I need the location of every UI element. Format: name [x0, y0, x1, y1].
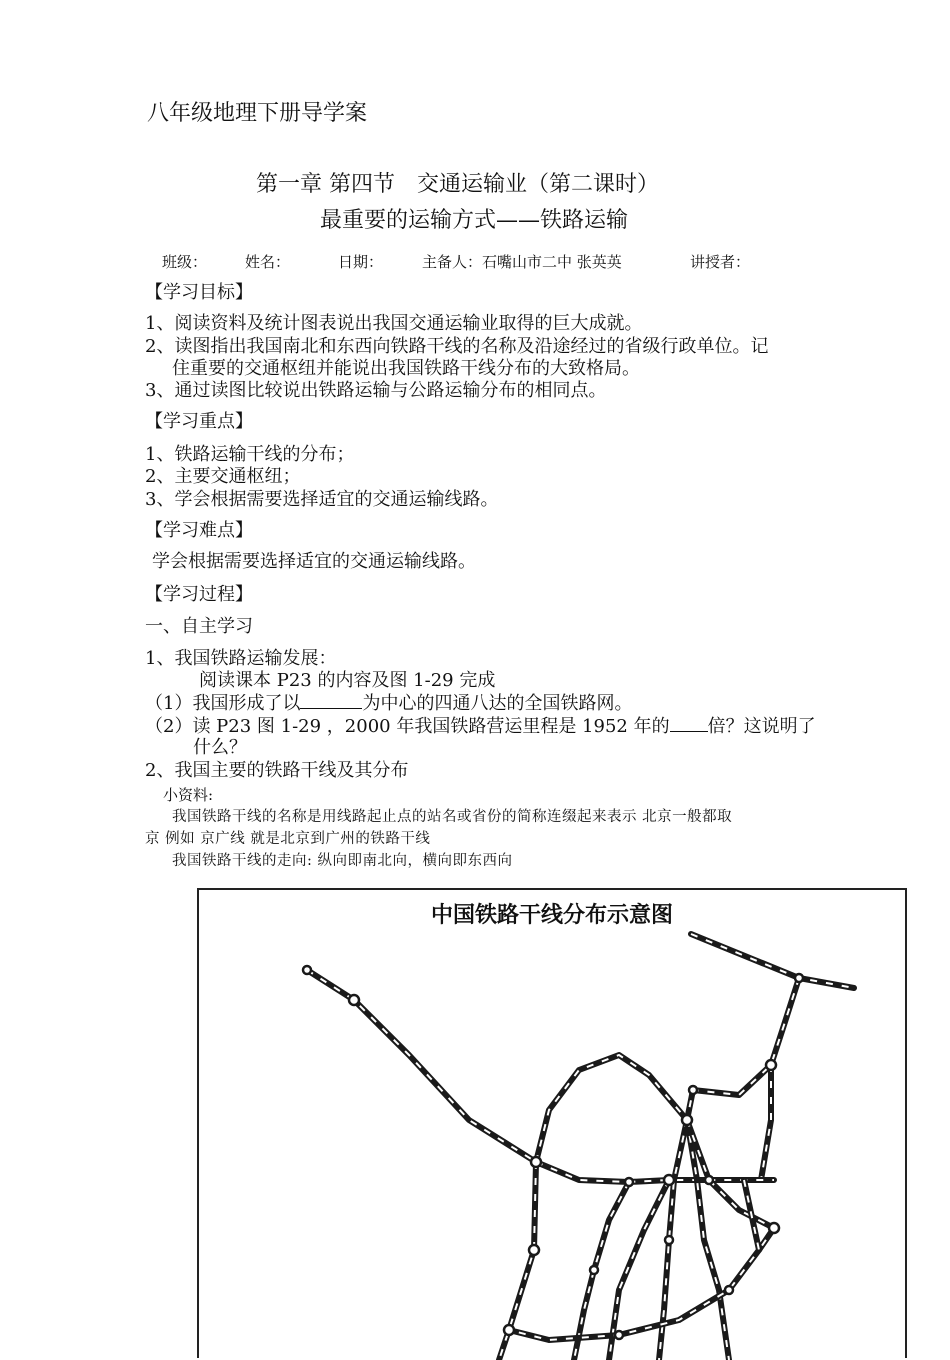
name-label: 姓名： — [245, 253, 291, 271]
station-dot — [725, 1286, 733, 1294]
key-point-item: 3、学会根据需要选择适宜的交通运输线路。 — [145, 489, 499, 510]
rail-line — [691, 934, 854, 988]
key-point-item: 2、主要交通枢纽； — [145, 466, 301, 487]
rail-line — [307, 970, 536, 1162]
station-dot — [682, 1115, 692, 1125]
q1-title: 1、我国铁路运输发展： — [145, 648, 337, 669]
rail-line — [536, 1055, 687, 1162]
rail-line-dash — [687, 978, 799, 1120]
process-heading: 【学习过程】 — [145, 584, 253, 605]
q1-2-cont: 什么？ — [193, 737, 247, 758]
station-dot — [795, 974, 803, 982]
station-dot — [504, 1325, 514, 1335]
q1-2 — [145, 717, 816, 736]
rail-line — [687, 978, 799, 1120]
q2-title: 2、我国主要的铁路干线及其分布 — [145, 760, 409, 781]
station-dot — [349, 995, 359, 1005]
q1-instruction: 阅读课本 P23 的内容及图 1-29 完成 — [199, 670, 496, 691]
class-label: 班级： — [162, 253, 208, 271]
q1-1-before: （1）我国形成了以 — [145, 693, 301, 714]
goal-item: 住重要的交通枢纽并能说出我国铁路干线分布的大致格局。 — [172, 358, 640, 379]
q1-1 — [145, 694, 632, 713]
railway-lines — [307, 934, 854, 1360]
part1-heading: 一、自主学习 — [145, 616, 253, 637]
q1-2-after: 倍？这说明了 — [707, 716, 816, 737]
station-dot — [590, 1266, 598, 1274]
preparer-label: 主备人：石嘴山市二中 张英英 — [422, 253, 622, 271]
doc-header: 八年级地理下册导学案 — [147, 101, 368, 126]
map-title: 中国铁路干线分布示意图 — [430, 903, 673, 928]
station-dot — [615, 1331, 623, 1339]
station-dot — [769, 1223, 779, 1233]
note-label: 小资料: — [163, 786, 214, 804]
station-dot — [689, 1086, 697, 1094]
answer-blank[interactable] — [670, 717, 708, 732]
goals-heading: 【学习目标】 — [145, 282, 253, 303]
station-dot — [531, 1157, 541, 1167]
railway-map — [197, 888, 907, 1358]
date-label: 日期： — [338, 253, 384, 271]
note-line: 我国铁路干线的名称是用线路起止点的站名或省份的简称连缀起来表示 北京一般都取 — [172, 809, 733, 825]
goal-item: 1、阅读资料及统计图表说出我国交通运输业取得的巨大成就。 — [145, 313, 643, 334]
station-dot — [766, 1060, 776, 1070]
rail-line — [761, 1065, 771, 1180]
railway-map-drawing — [199, 890, 905, 1360]
lecturer-label: 讲授者： — [690, 253, 751, 271]
station-dot — [705, 1176, 713, 1184]
key-point-item: 1、铁路运输干线的分布； — [145, 444, 355, 465]
note-line: 京 例如 京广线 就是北京到广州的铁路干线 — [145, 831, 431, 847]
subtitle: 最重要的运输方式——铁路运输 — [320, 208, 629, 233]
station-dot — [303, 966, 311, 974]
goal-item: 3、通过读图比较说出铁路运输与公路运输分布的相同点。 — [145, 380, 607, 401]
difficulties-text: 学会根据需要选择适宜的交通运输线路。 — [152, 551, 476, 572]
q1-1-after: 为中心的四通八达的全国铁路网。 — [362, 693, 633, 714]
goal-item: 2、读图指出我国南北和东西向铁路干线的名称及沿途经过的省级行政单位。记 — [145, 336, 769, 357]
rail-line — [536, 1162, 774, 1182]
answer-blank[interactable] — [300, 694, 362, 709]
station-dot — [529, 1245, 539, 1255]
note-line: 我国铁路干线的走向: 纵向即南北向，横向即东西向 — [172, 853, 513, 869]
difficulties-heading: 【学习难点】 — [145, 520, 253, 541]
station-dot — [625, 1178, 633, 1186]
key-points-heading: 【学习重点】 — [145, 411, 253, 432]
rail-line-dash — [536, 1055, 687, 1162]
station-dot — [665, 1236, 673, 1244]
q1-2-before: （2）读 P23 图 1-29 ，2000 年我国铁路营运里程是 1952 年的 — [145, 716, 670, 737]
station-dot — [664, 1175, 674, 1185]
chapter-title: 第一章 第四节 交通运输业（第二课时） — [256, 172, 659, 197]
